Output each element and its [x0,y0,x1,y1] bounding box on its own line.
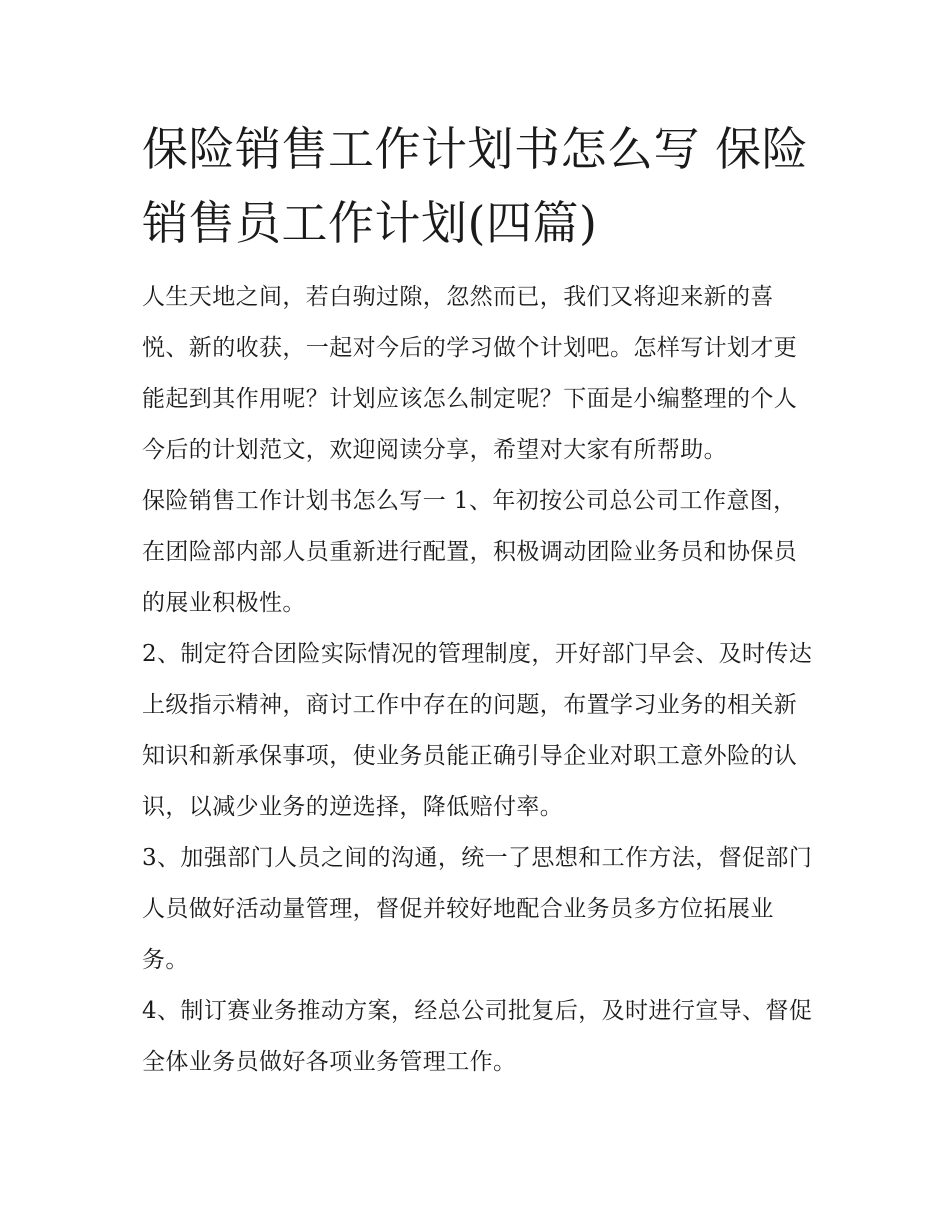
paragraph-item-4: 4、制订赛业务推动方案，经总公司批复后，及时进行宣导、督促全体业务员做好各项业务管理工作。 [142,998,813,1075]
paragraph-item-3: 3、加强部门人员之间的沟通，统一了思想和工作方法，督促部门人员做好活动量管理，督促并较好地配合业务员多方位拓展业务。 [142,845,813,973]
paragraph-intro: 人生天地之间，若白驹过隙，忽然而已，我们又将迎来新的喜悦、新的收获，一起对今后的学习做个计划吧。怎样写计划才更能起到其作用呢？计划应该怎么制定呢？下面是小编整理的个人今后的计划范文，欢迎阅读分享，希望对大家有所帮助。 [142,284,798,463]
paragraph-section-1: 保险销售工作计划书怎么写一 1、年初按公司总公司工作意图，在团险部内部人员重新进行配置，积极调动团险业务员和协保员的展业积极性。 [142,488,798,616]
paragraph-item-2: 2、制定符合团险实际情况的管理制度，开好部门早会、及时传达上级指示精神，商讨工作中存在的问题，布置学习业务的相关新知识和新承保事项，使业务员能正确引导企业对职工意外险的认识，以减少业务的逆选择，降低赔付率。 [142,641,813,820]
document-title: 保险销售工作计划书怎么写 保险销售员工作计划(四篇) [142,122,809,250]
document-body [142,112,814,1088]
